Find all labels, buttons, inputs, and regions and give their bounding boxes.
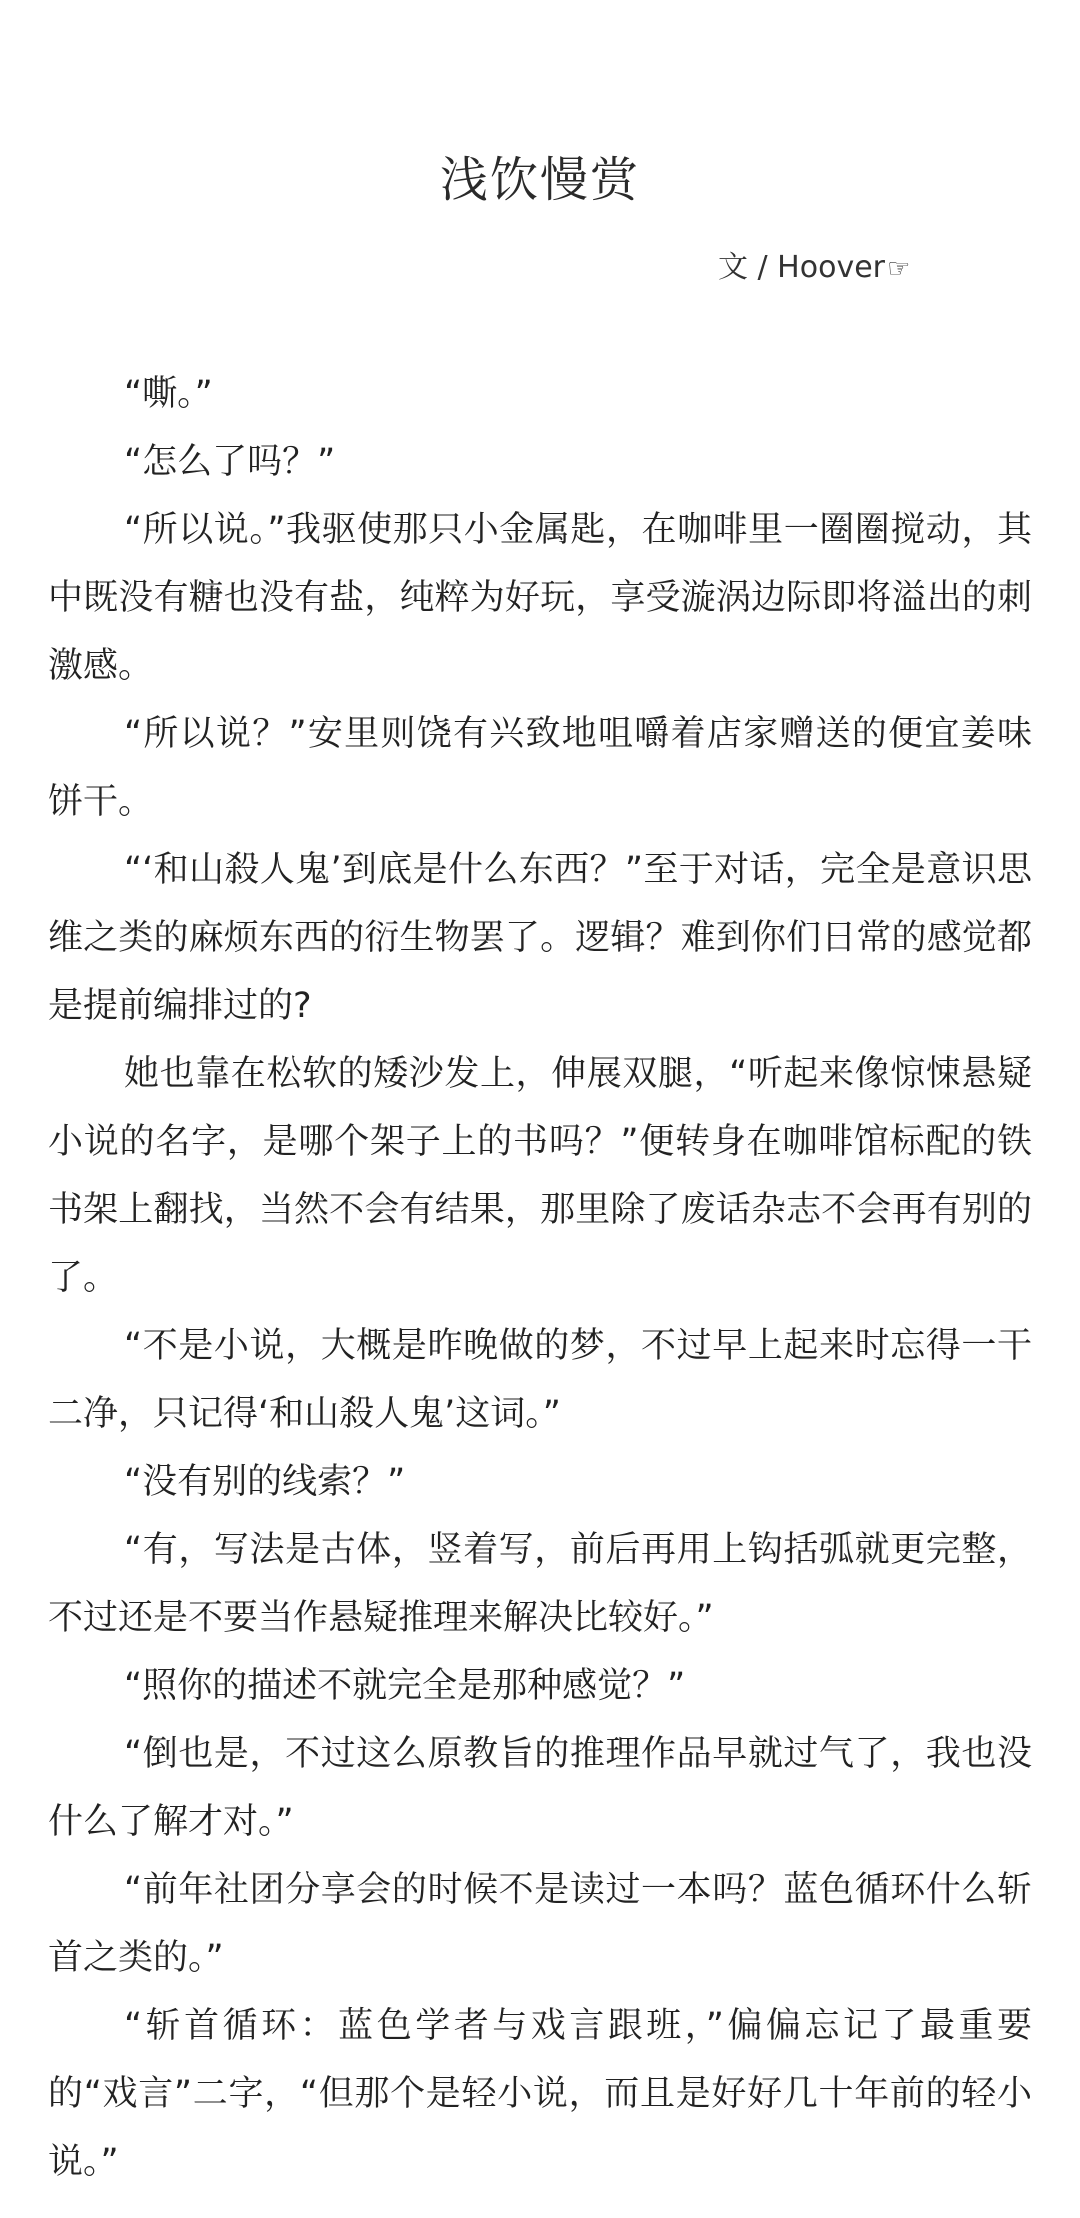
paragraph: “有，写法是古体，竖着写，前后再用上钩括弧就更完整，不过还是不要当作悬疑推理来解决比较好。”: [48, 1530, 1032, 1638]
paragraph: “没有别的线索？”: [124, 1462, 406, 1502]
paragraph: “怎么了吗？”: [124, 442, 336, 482]
paragraph: “倒也是，不过这么原教旨的推理作品早就过气了，我也没什么了解才对。”: [48, 1734, 1032, 1842]
paragraph: “斩首循环：蓝色学者与戏言跟班，”偏偏忘记了最重要的“戏言”二字，“但那个是轻小说，而且是好好几十年前的轻小说。”: [48, 2006, 1032, 2182]
paragraph: “嘶。”: [124, 374, 213, 414]
article-title: 浅饮慢赏: [439, 152, 640, 208]
paragraph: 她也靠在松软的矮沙发上，伸展双腿，“听起来像惊悚悬疑小说的名字，是哪个架子上的书吗？”便转身在咖啡馆标配的铁书架上翻找，当然不会有结果，那里除了废话杂志不会再有别的了。: [48, 1054, 1032, 1298]
paragraph: “不是小说，大概是昨晚做的梦，不过早上起来时忘得一干二净，只记得‘和山殺人鬼’这词。”: [48, 1326, 1032, 1434]
article-body: [48, 360, 1032, 2196]
pointing-hand-icon: ☞: [887, 254, 911, 284]
author-name: 文 / Hoover: [718, 250, 885, 285]
paragraph: “前年社团分享会的时候不是读过一本吗？蓝色循环什么斩首之类的。”: [48, 1870, 1032, 1978]
paragraph: “‘和山殺人鬼’到底是什么东西？”至于对话，完全是意识思维之类的麻烦东西的衍生物罢了。逻辑？难到你们日常的感觉都是提前编排过的?: [48, 850, 1032, 1026]
paragraph: “照你的描述不就完全是那种感觉？”: [124, 1666, 686, 1706]
paragraph: “所以说？”安里则饶有兴致地咀嚼着店家赠送的便宜姜味饼干。: [48, 714, 1032, 822]
paragraph: “所以说。”我驱使那只小金属匙，在咖啡里一圈圈搅动，其中既没有糖也没有盐，纯粹为好玩，享受漩涡边际即将溢出的刺激感。: [48, 510, 1032, 686]
author-line: [718, 248, 910, 289]
